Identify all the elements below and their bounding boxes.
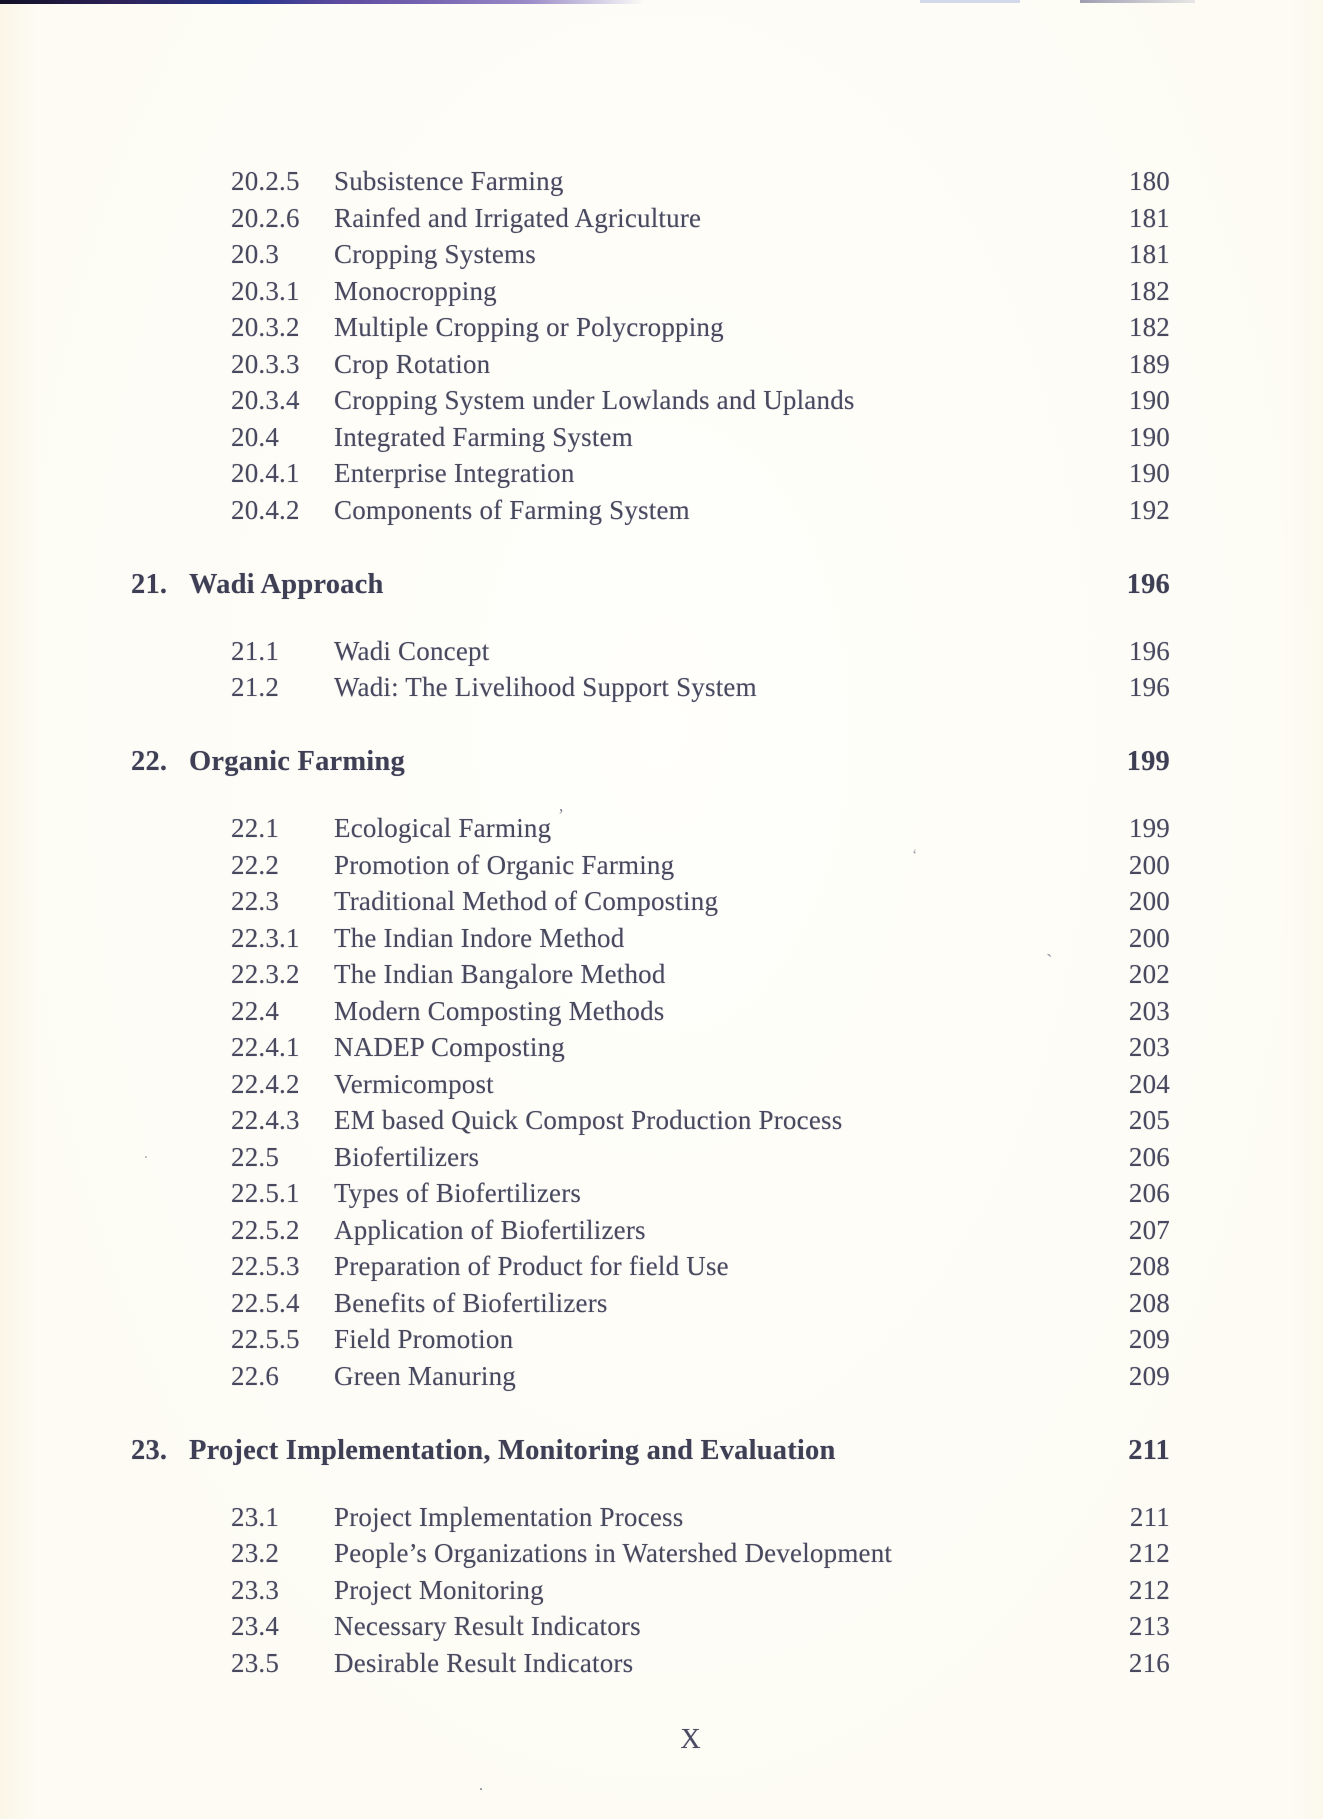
toc-section <box>0 567 1323 706</box>
toc-item-row <box>0 1175 1323 1212</box>
page-number: 190 <box>1128 421 1170 452</box>
section-title: Multiple Cropping or Polycropping <box>334 312 724 342</box>
section-title: Desirable Result Indicators <box>334 1647 634 1678</box>
top-scan-edge-3 <box>1080 0 1195 3</box>
scan-speck: ` <box>1046 951 1053 973</box>
toc-item-row <box>0 633 1323 670</box>
section-title: Ecological Farming <box>334 813 552 843</box>
page-number: 180 <box>1128 166 1170 196</box>
toc-item-row <box>0 920 1323 957</box>
section-title: Promotion of Organic Farming <box>334 849 675 880</box>
toc-item-row <box>0 1285 1323 1322</box>
section-title: The Indian Bangalore Method <box>334 959 666 989</box>
page-number: 212 <box>1128 1538 1170 1568</box>
toc-item-row <box>0 200 1323 237</box>
section-title: Types of Biofertilizers <box>334 1178 582 1208</box>
page-number: 207 <box>1128 1214 1170 1245</box>
section-title: Integrated Farming System <box>334 421 633 452</box>
section-number: 22.1 <box>231 813 280 843</box>
section-number: 22.5.5 <box>231 1324 300 1354</box>
top-scan-edge <box>0 0 645 4</box>
toc-item-row <box>0 455 1323 492</box>
section-title: Preparation of Product for field Use <box>334 1251 729 1281</box>
section-number: 20.3.3 <box>231 348 300 379</box>
page-number: 189 <box>1128 348 1170 379</box>
section-number: 23.3 <box>231 1574 280 1605</box>
toc-item-row <box>0 1645 1323 1682</box>
toc-item-row <box>0 1572 1323 1609</box>
toc-item-row <box>0 273 1323 310</box>
section-number: 22.4.3 <box>231 1105 300 1135</box>
page-number: 206 <box>1128 1178 1170 1208</box>
section-number: 22.3 <box>231 886 280 916</box>
toc-item-row <box>0 1608 1323 1645</box>
page-number: 190 <box>1128 458 1170 488</box>
page-number: 209 <box>1128 1324 1170 1354</box>
section-number: 21.1 <box>231 635 280 666</box>
toc-item-row <box>0 1248 1323 1285</box>
section-title: Traditional Method of Composting <box>334 886 719 916</box>
toc-item-row <box>0 1321 1323 1358</box>
toc-item-row <box>0 492 1323 529</box>
page-number: 199 <box>1126 746 1170 777</box>
toc-item-row <box>0 1499 1323 1536</box>
footer-page-marker: X <box>680 1724 701 1755</box>
section-number: 20.2.6 <box>231 202 300 233</box>
section-title: Rainfed and Irrigated Agriculture <box>334 202 702 233</box>
section-title: Field Promotion <box>334 1324 514 1354</box>
page-number: 206 <box>1128 1141 1170 1172</box>
toc-item-row <box>0 236 1323 273</box>
section-number: 23.2 <box>231 1538 280 1568</box>
section-number: 22.6 <box>231 1360 280 1391</box>
page-number: 204 <box>1128 1068 1170 1099</box>
section-title: People’s Organizations in Watershed Development <box>334 1538 893 1568</box>
scan-speck: ‘ <box>912 847 918 864</box>
section-title: Green Manuring <box>334 1360 516 1391</box>
toc-item-row <box>0 309 1323 346</box>
page-number: 181 <box>1128 202 1170 233</box>
section-number: 20.3.4 <box>231 385 300 415</box>
page-number: 203 <box>1128 995 1170 1026</box>
section-number: 23.1 <box>231 1501 280 1532</box>
toc-item-row <box>0 346 1323 383</box>
section-title: Components of Farming System <box>334 494 690 525</box>
page-number: 181 <box>1128 239 1170 269</box>
toc-item-row <box>0 956 1323 993</box>
section-title: Cropping System under Lowlands and Uplands <box>334 385 855 415</box>
page-number: 199 <box>1128 813 1170 843</box>
page-number: 192 <box>1128 494 1170 525</box>
section-title: Modern Composting Methods <box>334 995 665 1026</box>
toc-item-row <box>0 1102 1323 1139</box>
page-number: 200 <box>1128 849 1170 880</box>
section-number: 22.4 <box>231 995 280 1026</box>
section-title: Project Implementation, Monitoring and Evaluation <box>189 1434 836 1466</box>
section-number: 21. <box>131 568 168 600</box>
section-title: Necessary Result Indicators <box>334 1611 641 1641</box>
section-number: 23.4 <box>231 1611 280 1641</box>
toc-list <box>0 163 1323 1681</box>
toc-item-row <box>0 419 1323 456</box>
section-title: Vermicompost <box>334 1068 494 1099</box>
toc-section <box>0 1433 1323 1682</box>
page-number: 196 <box>1128 635 1170 666</box>
toc-section <box>0 744 1323 1394</box>
section-title: Crop Rotation <box>334 348 491 379</box>
section-title: Project Monitoring <box>334 1574 544 1605</box>
toc-item-row <box>0 1066 1323 1103</box>
page-number: 182 <box>1128 312 1170 342</box>
toc-item-row <box>0 1212 1323 1249</box>
toc-item-row <box>0 847 1323 884</box>
toc-item-row <box>0 883 1323 920</box>
section-title: NADEP Composting <box>334 1032 565 1062</box>
chapter-heading-row <box>0 744 1323 781</box>
page-number: 182 <box>1128 275 1170 306</box>
toc-section <box>0 163 1323 528</box>
page-number: 209 <box>1128 1360 1170 1391</box>
section-number: 22.3.2 <box>231 959 300 989</box>
section-number: 22.3.1 <box>231 922 300 953</box>
section-title: Project Implementation Process <box>334 1501 684 1532</box>
section-number: 22.5.4 <box>231 1287 300 1318</box>
section-number: 22. <box>131 746 168 777</box>
toc-item-row <box>0 382 1323 419</box>
page-number: 205 <box>1128 1105 1170 1135</box>
page-number: 211 <box>1128 1434 1170 1466</box>
scan-speck: . <box>479 1777 483 1794</box>
page-number: 200 <box>1128 886 1170 916</box>
toc-item-row <box>0 993 1323 1030</box>
page-number: 190 <box>1128 385 1170 415</box>
toc-item-row <box>0 1029 1323 1066</box>
section-number: 22.4.1 <box>231 1032 300 1062</box>
toc-item-row <box>0 810 1323 847</box>
page-number: 216 <box>1128 1647 1170 1678</box>
section-number: 22.5.1 <box>231 1178 300 1208</box>
section-number: 20.4 <box>231 421 280 452</box>
section-number: 20.3 <box>231 239 280 269</box>
section-number: 20.3.2 <box>231 312 300 342</box>
section-number: 20.4.2 <box>231 494 300 525</box>
page-number: 208 <box>1128 1251 1170 1281</box>
section-title: Subsistence Farming <box>334 166 564 196</box>
page-number: 203 <box>1128 1032 1170 1062</box>
section-number: 22.4.2 <box>231 1068 300 1099</box>
toc-item-row <box>0 1139 1323 1176</box>
chapter-heading-row <box>0 567 1323 604</box>
section-number: 23.5 <box>231 1647 280 1678</box>
top-scan-edge-2 <box>920 0 1020 3</box>
page-number: 208 <box>1128 1287 1170 1318</box>
toc-item-row <box>0 669 1323 706</box>
section-title: The Indian Indore Method <box>334 922 625 953</box>
section-number: 22.5.2 <box>231 1214 300 1245</box>
section-number: 21.2 <box>231 672 280 702</box>
page-number: 213 <box>1128 1611 1170 1641</box>
section-number: 20.3.1 <box>231 275 300 306</box>
section-number: 23. <box>131 1434 168 1466</box>
section-title: Application of Biofertilizers <box>334 1214 646 1245</box>
page-number: 212 <box>1128 1574 1170 1605</box>
section-title: Biofertilizers <box>334 1141 480 1172</box>
section-title: Enterprise Integration <box>334 458 575 488</box>
toc-item-row <box>0 163 1323 200</box>
section-title: Monocropping <box>334 275 497 306</box>
section-title: Benefits of Biofertilizers <box>334 1287 608 1318</box>
toc-item-row <box>0 1535 1323 1572</box>
scan-speck: ’ <box>558 805 564 825</box>
toc-item-row <box>0 1358 1323 1395</box>
page-number: 211 <box>1129 1501 1170 1532</box>
section-number: 22.2 <box>231 849 280 880</box>
section-title: EM based Quick Compost Production Process <box>334 1105 843 1135</box>
page-number: 202 <box>1128 959 1170 989</box>
chapter-heading-row <box>0 1433 1323 1470</box>
section-number: 20.4.1 <box>231 458 300 488</box>
page-number: 196 <box>1126 568 1170 600</box>
section-title: Wadi: The Livelihood Support System <box>334 672 757 702</box>
section-number: 22.5 <box>231 1141 280 1172</box>
section-number: 22.5.3 <box>231 1251 300 1281</box>
section-title: Wadi Approach <box>189 568 384 600</box>
page-number: 196 <box>1128 672 1170 702</box>
page-number: 200 <box>1128 922 1170 953</box>
section-title: Cropping Systems <box>334 239 536 269</box>
scan-speck: . <box>144 1145 148 1162</box>
section-number: 20.2.5 <box>231 166 300 196</box>
section-title: Organic Farming <box>189 746 405 777</box>
section-title: Wadi Concept <box>334 635 490 666</box>
